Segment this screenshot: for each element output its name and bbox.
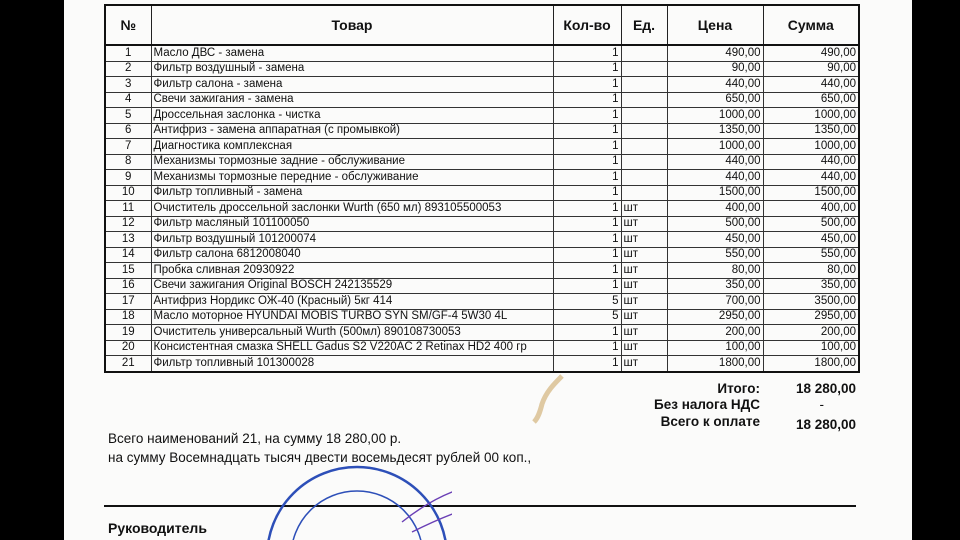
row-number: 17 (105, 294, 151, 310)
row-sum: 440,00 (763, 77, 859, 93)
row-quantity: 1 (553, 216, 621, 232)
row-sum: 550,00 (763, 247, 859, 263)
table-row (105, 108, 859, 124)
table-row (105, 247, 859, 263)
row-unit: шт (621, 294, 667, 310)
row-unit: шт (621, 309, 667, 325)
row-number: 14 (105, 247, 151, 263)
row-item: Дроссельная заслонка - чистка (151, 108, 553, 124)
row-price: 650,00 (667, 92, 763, 108)
itogo-value: 18 280,00 (795, 381, 856, 396)
company-stamp (262, 462, 452, 540)
row-item: Очиститель дроссельной заслонки Wurth (650 мл) 893105500053 (151, 201, 553, 217)
row-number: 16 (105, 278, 151, 294)
row-sum: 200,00 (763, 325, 859, 341)
table-row (105, 340, 859, 356)
row-number: 4 (105, 92, 151, 108)
row-quantity: 1 (553, 92, 621, 108)
header-item: Товар (151, 5, 553, 45)
row-number: 12 (105, 216, 151, 232)
row-quantity: 1 (553, 340, 621, 356)
table-row (105, 309, 859, 325)
row-number: 7 (105, 139, 151, 155)
row-quantity: 5 (553, 309, 621, 325)
nds-value: - (819, 397, 824, 412)
summary-count: Всего наименований 21, на сумму 18 280,00 р. (108, 431, 402, 446)
row-unit: шт (621, 247, 667, 263)
row-quantity: 1 (553, 247, 621, 263)
row-number: 2 (105, 61, 151, 77)
row-quantity: 1 (553, 154, 621, 170)
row-unit (621, 123, 667, 139)
row-sum: 90,00 (763, 61, 859, 77)
row-number: 15 (105, 263, 151, 279)
table-header-row (105, 5, 859, 45)
row-sum: 450,00 (763, 232, 859, 248)
row-item: Фильтр топливный - замена (151, 185, 553, 201)
row-price: 350,00 (667, 278, 763, 294)
row-number: 6 (105, 123, 151, 139)
header-number: № (105, 5, 151, 45)
row-unit (621, 154, 667, 170)
row-price: 1000,00 (667, 139, 763, 155)
row-item: Свечи зажигания Original BOSCH 242135529 (151, 278, 553, 294)
row-quantity: 1 (553, 325, 621, 341)
table-row (105, 45, 859, 61)
row-unit (621, 77, 667, 93)
row-unit (621, 170, 667, 186)
row-unit: шт (621, 263, 667, 279)
row-price: 1800,00 (667, 356, 763, 372)
row-price: 100,00 (667, 340, 763, 356)
row-quantity: 1 (553, 278, 621, 294)
row-sum: 3500,00 (763, 294, 859, 310)
row-unit: шт (621, 278, 667, 294)
row-item: Масло ДВС - замена (151, 45, 553, 61)
row-number: 10 (105, 185, 151, 201)
row-sum: 440,00 (763, 170, 859, 186)
row-item: Фильтр воздушный - замена (151, 61, 553, 77)
row-price: 1350,00 (667, 123, 763, 139)
row-quantity: 1 (553, 108, 621, 124)
row-sum: 2950,00 (763, 309, 859, 325)
row-number: 21 (105, 356, 151, 372)
row-item: Антифриз - замена аппаратная (с промывкой) (151, 123, 553, 139)
row-price: 90,00 (667, 61, 763, 77)
row-quantity: 1 (553, 356, 621, 372)
row-item: Консистентная смазка SHELL Gadus S2 V220AC 2 Retinax HD2 400 гр (151, 340, 553, 356)
row-price: 550,00 (667, 247, 763, 263)
table-row (105, 154, 859, 170)
row-quantity: 1 (553, 123, 621, 139)
row-price: 440,00 (667, 77, 763, 93)
table-row (105, 356, 859, 372)
row-sum: 490,00 (763, 45, 859, 61)
table-row (105, 139, 859, 155)
row-number: 1 (105, 45, 151, 61)
row-unit: шт (621, 232, 667, 248)
table-row (105, 170, 859, 186)
row-price: 490,00 (667, 45, 763, 61)
row-item: Механизмы тормозные задние - обслуживание (151, 154, 553, 170)
row-price: 1500,00 (667, 185, 763, 201)
row-quantity: 1 (553, 263, 621, 279)
table-row (105, 77, 859, 93)
row-sum: 500,00 (763, 216, 859, 232)
divider-line (104, 505, 856, 507)
row-number: 13 (105, 232, 151, 248)
row-quantity: 1 (553, 170, 621, 186)
row-unit (621, 108, 667, 124)
row-unit: шт (621, 340, 667, 356)
row-sum: 80,00 (763, 263, 859, 279)
invoice-table (104, 4, 860, 373)
row-number: 11 (105, 201, 151, 217)
row-quantity: 1 (553, 77, 621, 93)
row-sum: 100,00 (763, 340, 859, 356)
row-quantity: 1 (553, 232, 621, 248)
row-item: Фильтр воздушный 101200074 (151, 232, 553, 248)
row-price: 80,00 (667, 263, 763, 279)
nds-label: Без налога НДС (654, 397, 760, 412)
row-price: 700,00 (667, 294, 763, 310)
row-item: Очиститель универсальный Wurth (500мл) 890108730053 (151, 325, 553, 341)
row-price: 440,00 (667, 154, 763, 170)
row-number: 19 (105, 325, 151, 341)
row-unit: шт (621, 201, 667, 217)
row-price: 200,00 (667, 325, 763, 341)
row-sum: 1000,00 (763, 139, 859, 155)
row-item: Свечи зажигания - замена (151, 92, 553, 108)
table-row (105, 92, 859, 108)
row-number: 8 (105, 154, 151, 170)
signature-label: Руководитель (108, 520, 207, 536)
table-row (105, 278, 859, 294)
row-sum: 1350,00 (763, 123, 859, 139)
row-item: Фильтр масляный 101100050 (151, 216, 553, 232)
row-quantity: 1 (553, 201, 621, 217)
row-quantity: 1 (553, 185, 621, 201)
row-sum: 440,00 (763, 154, 859, 170)
row-price: 2950,00 (667, 309, 763, 325)
row-item: Фильтр салона - замена (151, 77, 553, 93)
table-row (105, 185, 859, 201)
row-price: 1000,00 (667, 108, 763, 124)
row-item: Фильтр топливный 101300028 (151, 356, 553, 372)
row-unit: шт (621, 325, 667, 341)
row-sum: 350,00 (763, 278, 859, 294)
ink-smudge (532, 374, 572, 424)
row-item: Диагностика комплексная (151, 139, 553, 155)
header-unit: Ед. (621, 5, 667, 45)
row-sum: 400,00 (763, 201, 859, 217)
row-sum: 650,00 (763, 92, 859, 108)
row-price: 500,00 (667, 216, 763, 232)
row-price: 440,00 (667, 170, 763, 186)
row-unit (621, 139, 667, 155)
row-number: 9 (105, 170, 151, 186)
table-row (105, 216, 859, 232)
row-item: Антифриз Нордикс ОЖ-40 (Красный) 5кг 414 (151, 294, 553, 310)
row-quantity: 5 (553, 294, 621, 310)
header-sum: Сумма (763, 5, 859, 45)
row-number: 18 (105, 309, 151, 325)
header-quantity: Кол-во (553, 5, 621, 45)
total-value: 18 280,00 (795, 417, 856, 432)
row-item: Пробка сливная 20930922 (151, 263, 553, 279)
row-unit: шт (621, 216, 667, 232)
row-number: 5 (105, 108, 151, 124)
invoice-page (64, 0, 912, 540)
row-sum: 1500,00 (763, 185, 859, 201)
row-quantity: 1 (553, 139, 621, 155)
table-row (105, 61, 859, 77)
table-row (105, 123, 859, 139)
summary-amount-words: на сумму Восемнадцать тысяч двести восемьдесят рублей 00 коп., (108, 450, 532, 465)
row-price: 400,00 (667, 201, 763, 217)
row-number: 3 (105, 77, 151, 93)
row-sum: 1800,00 (763, 356, 859, 372)
total-label: Всего к оплате (660, 414, 760, 429)
row-unit (621, 185, 667, 201)
row-quantity: 1 (553, 45, 621, 61)
table-row (105, 232, 859, 248)
itogo-label: Итого: (717, 381, 760, 396)
row-quantity: 1 (553, 61, 621, 77)
table-row (105, 201, 859, 217)
row-sum: 1000,00 (763, 108, 859, 124)
row-number: 20 (105, 340, 151, 356)
row-unit (621, 45, 667, 61)
table-row (105, 263, 859, 279)
table-row (105, 325, 859, 341)
row-price: 450,00 (667, 232, 763, 248)
row-item: Масло моторное HYUNDAI MOBIS TURBO SYN SM/GF-4 5W30 4L (151, 309, 553, 325)
table-row (105, 294, 859, 310)
header-price: Цена (667, 5, 763, 45)
row-item: Фильтр салона 6812008040 (151, 247, 553, 263)
row-unit (621, 92, 667, 108)
row-item: Механизмы тормозные передние - обслуживание (151, 170, 553, 186)
row-unit (621, 61, 667, 77)
row-unit: шт (621, 356, 667, 372)
